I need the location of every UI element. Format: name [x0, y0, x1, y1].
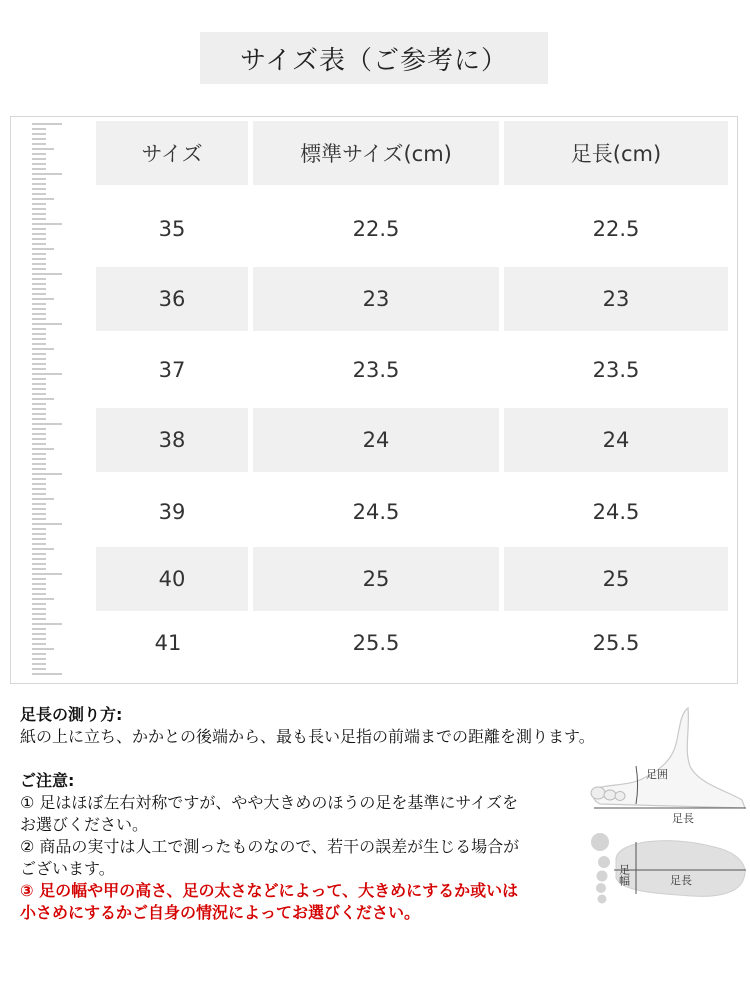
table-cell-size: 36 [96, 267, 248, 331]
table-cell-standard: 23.5 [352, 358, 400, 382]
table-cell-size: 40 [96, 547, 248, 611]
measure-text: 紙の上に立ち、かかとの後端から、最も長い足指の前端までの距離を測ります。 [20, 727, 595, 746]
label-width: 足幅 [617, 864, 631, 886]
table-cell-size: 41 [154, 631, 182, 655]
table-cell-size: 39 [158, 500, 186, 524]
toe-3 [615, 792, 625, 801]
table-cell-length: 25.5 [592, 631, 640, 655]
notes-section [20, 704, 660, 924]
measure-heading: 足長の測り方: [20, 705, 123, 724]
toe-1 [591, 787, 605, 799]
page-title: サイズ表（ご参考に） [200, 32, 548, 84]
table-cell-standard: 25 [253, 547, 499, 611]
table-cell-length: 22.5 [592, 217, 640, 241]
caution-item-1-line-2: お選びください。 [20, 815, 149, 834]
label-girth: 足囲 [646, 768, 668, 781]
toe-2 [604, 790, 616, 800]
footprint-outline [616, 841, 745, 897]
table-cell-length: 24.5 [592, 500, 640, 524]
table-cell-size: 35 [158, 217, 186, 241]
toe-print-5 [598, 895, 607, 904]
table-cell-standard: 24.5 [352, 500, 400, 524]
header-size: サイズ [96, 121, 248, 185]
foot-measurement-illustration [580, 700, 750, 930]
caution-item-1-line-1: ① 足はほぼ左右対称ですが、やや大きめのほうの足を基準にサイズを [20, 793, 519, 812]
header-standard-size: 標準サイズ(cm) [253, 121, 499, 185]
table-cell-size: 37 [158, 358, 186, 382]
caution-item-2-line-2: ございます。 [20, 859, 115, 878]
ruler-graphic [30, 120, 70, 676]
table-cell-length: 24 [504, 408, 728, 472]
label-length-top: 足長 [672, 812, 694, 825]
table-cell-size: 38 [96, 408, 248, 472]
label-length-bottom: 足長 [670, 874, 692, 887]
table-cell-standard: 22.5 [352, 217, 400, 241]
caution-item-2-line-1: ② 商品の実寸は人工で測ったものなので、若干の誤差が生じる場合が [20, 837, 520, 856]
table-cell-length: 23.5 [592, 358, 640, 382]
toe-print-2 [598, 856, 610, 868]
caution-heading: ご注意: [20, 771, 75, 790]
caution-item-3-line-1: ③ 足の幅や甲の高さ、足の太さなどによって、大きめにするか或いは [20, 881, 519, 900]
table-cell-length: 23 [504, 267, 728, 331]
table-cell-standard: 24 [253, 408, 499, 472]
header-foot-length: 足長(cm) [504, 121, 728, 185]
table-cell-length: 25 [504, 547, 728, 611]
toe-print-1 [591, 833, 609, 851]
table-cell-standard: 25.5 [352, 631, 400, 655]
table-cell-standard: 23 [253, 267, 499, 331]
toe-print-4 [596, 883, 606, 893]
caution-item-3-line-2: 小さめにするかご自身の情況によってお選びください。 [20, 903, 421, 922]
toe-print-3 [597, 871, 608, 882]
